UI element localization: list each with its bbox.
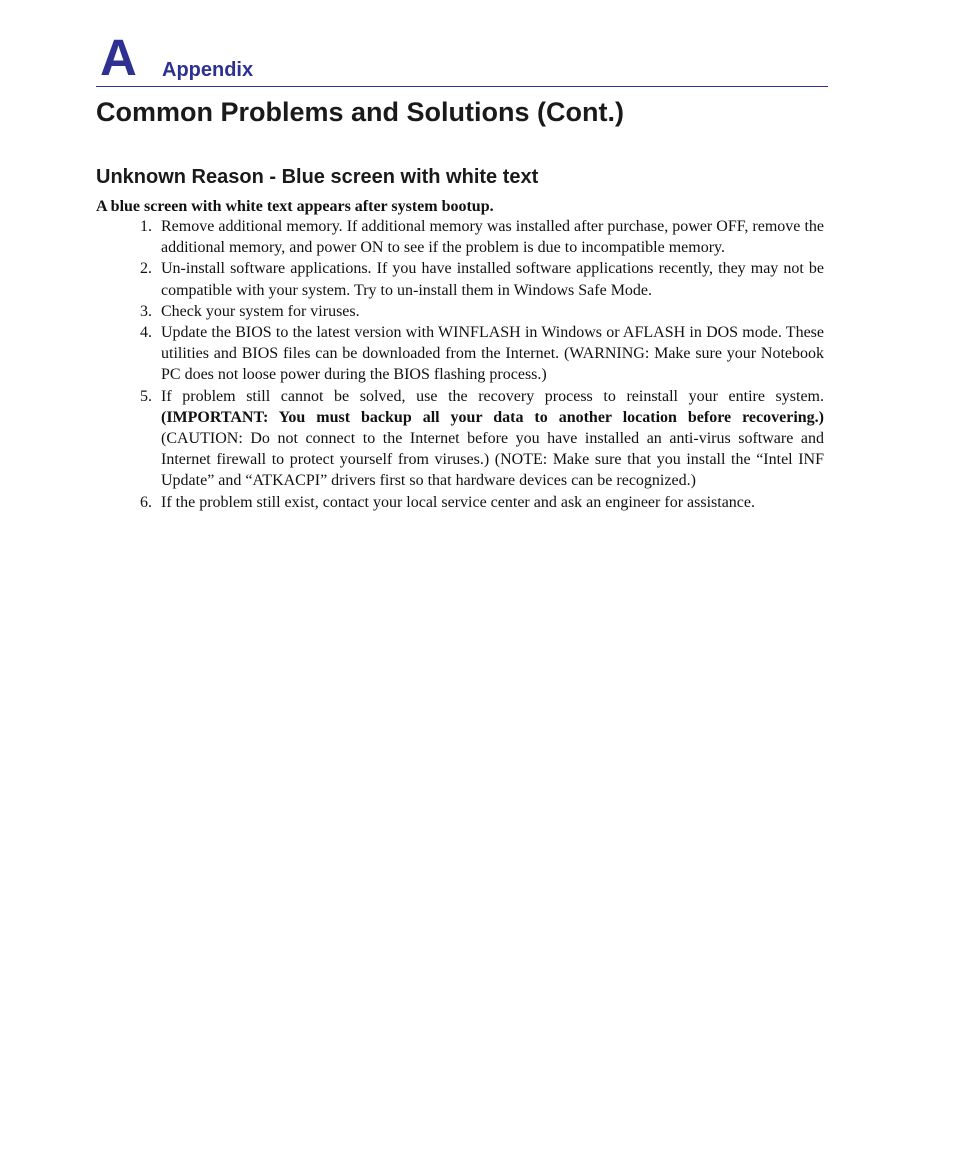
step-text: Update the BIOS to the latest version with WINFLASH in Windows or AFLASH in DOS mode. These utilities and BIOS files can be downloaded from the Internet. (WARNING: Make sure your Notebook PC does not loose power during the BIOS flashing process.) — [161, 324, 824, 384]
section-heading: Unknown Reason - Blue screen with white text — [96, 166, 539, 188]
important-note: (IMPORTANT: You must backup all your data to another location before recovering.) — [161, 408, 824, 426]
step-text: Remove additional memory. If additional memory was installed after purchase, power OFF, remove the additional memory, and power ON to see if the problem is due to incompatible memory. — [161, 218, 824, 257]
chapter-letter: A — [100, 29, 137, 86]
list-item — [96, 216, 824, 258]
step-number: 3. — [140, 302, 152, 320]
section-intro: A blue screen with white text appears after system bootup. — [96, 198, 494, 215]
step-number: 6. — [140, 493, 152, 511]
step-text: If the problem still exist, contact your local service center and ask an engineer for assistance. — [161, 493, 755, 511]
steps-list — [96, 216, 824, 513]
list-item — [96, 322, 824, 386]
chapter-title: Appendix — [162, 59, 254, 81]
step-text: Un-install software applications. If you have installed software applications recently, they may not be compatible with your system. Try to un-install them in Windows Safe Mode. — [161, 260, 824, 299]
step-number: 5. — [140, 387, 152, 405]
caution-note: (CAUTION: Do not connect to the Internet before you have installed an anti-virus software and Internet firewall to protect yourself from viruses.) (NOTE: Make sure that you install the “Intel INF Update” and “ATKACPI” drivers first so that hardware devices can be recognized.) — [161, 430, 824, 490]
list-item — [96, 258, 824, 300]
list-item — [96, 386, 824, 492]
step-number: 1. — [140, 218, 152, 235]
page-title: Common Problems and Solutions (Cont.) — [96, 97, 624, 127]
step-number: 2. — [140, 260, 152, 278]
step-number: 4. — [140, 324, 152, 342]
step-text: If problem still cannot be solved, use the recovery process to reinstall your entire system. — [161, 387, 824, 405]
list-item — [96, 301, 824, 322]
step-text: Check your system for viruses. — [161, 302, 360, 320]
chapter-header — [96, 30, 828, 87]
list-item — [96, 492, 824, 513]
